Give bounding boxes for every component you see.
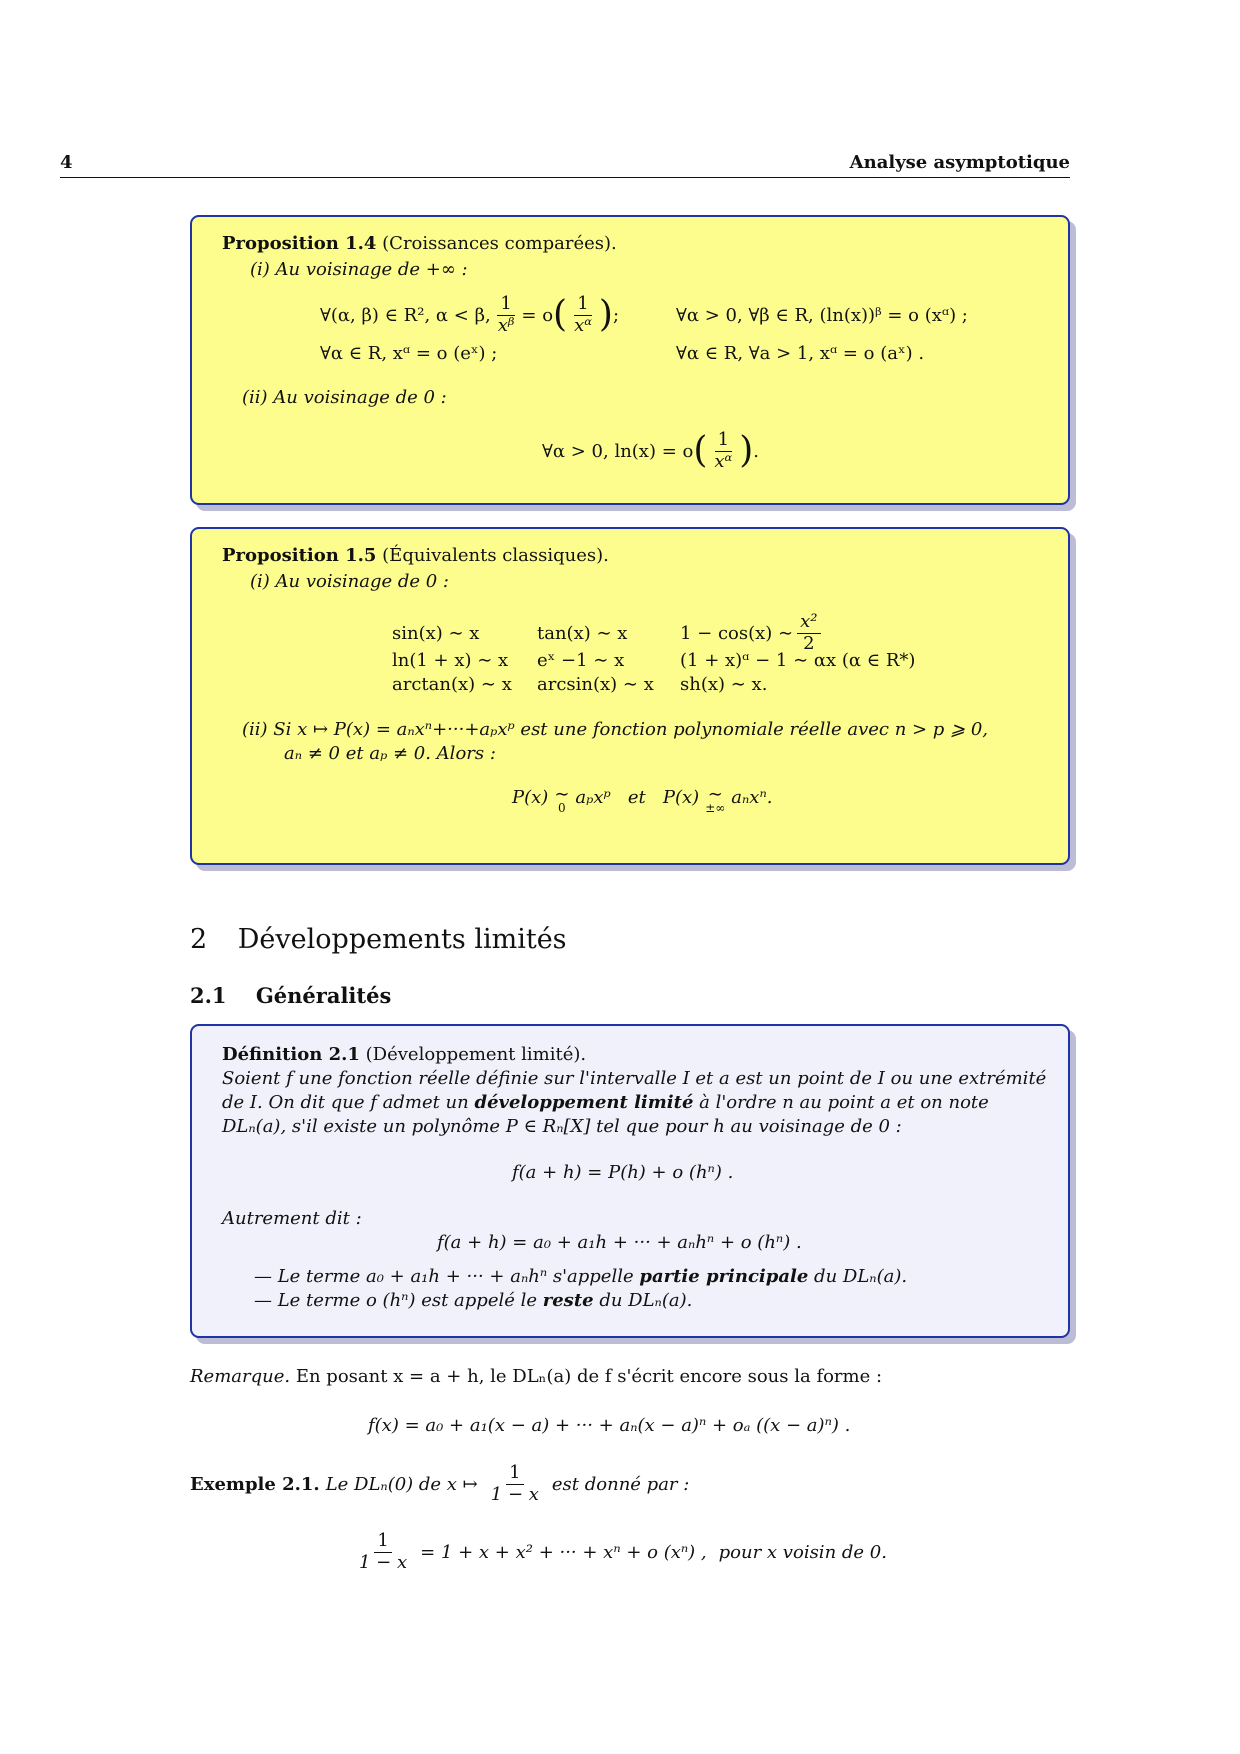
prop14-item2-text: Au voisinage de 0 :: [273, 387, 447, 408]
page-number: 4: [60, 152, 73, 173]
prop15-item1-text: Au voisinage de 0 :: [275, 571, 449, 592]
def21-line3: DLₙ(a), s'il existe un polynôme P ∈ Rₙ[X] tel que pour h au voisinage de 0 :: [222, 1116, 902, 1137]
header-rule: [60, 177, 1070, 178]
prop14-eq-e-frac: [711, 430, 735, 472]
exemple-2-1: [190, 1458, 689, 1510]
section-2-heading: [190, 924, 567, 955]
prop14-eq-a-den2: xᵅ: [574, 314, 592, 336]
prop15-sim-0-sub: 0: [558, 801, 566, 816]
prop15-r1c2: tan(x) ∼ x: [537, 623, 628, 644]
section-2-1-title: Généralités: [255, 983, 392, 1008]
prop15-sim-0: [554, 784, 570, 816]
prop14-eq-a-num: 1: [497, 294, 514, 316]
exemple-frac-num: 1: [506, 1463, 523, 1485]
prop15-r1c3-num: x²: [797, 612, 820, 634]
exemple-eq-frac: [356, 1531, 410, 1573]
prop14-item1-num: (i): [250, 259, 270, 280]
def21-bullet1: [254, 1266, 907, 1287]
exemple-eq-den: 1 − x: [359, 1551, 408, 1573]
exemple-eq: [352, 1524, 887, 1580]
prop15-r1c3-den: 2: [803, 632, 815, 654]
prop15-sim-inf-sub: ±∞: [705, 801, 726, 816]
proposition-1-4-box: [190, 215, 1070, 505]
def21-line1: Soient f une fonction réelle définie sur l'intervalle I et a est un point de I ou une extrémité: [222, 1068, 1047, 1089]
prop15-sim-0-symbol: ∼: [554, 784, 570, 805]
exemple-eq-rest: = 1 + x + x² + ··· + xⁿ + o (xⁿ) ,: [420, 1541, 707, 1563]
prop15-r3c3: sh(x) ∼ x.: [680, 674, 768, 695]
prop14-eq-e-den: xᵅ: [714, 450, 733, 472]
prop14-item2: [242, 387, 447, 408]
prop14-eq-e-num: 1: [715, 430, 732, 452]
prop15-item1-num: (i): [250, 571, 270, 592]
exemple-eq-tail: pour x voisin de 0.: [718, 1541, 887, 1563]
exemple-text-a: Le DLₙ(0) de x ↦: [325, 1473, 478, 1495]
remarque-label: Remarque.: [190, 1366, 291, 1387]
remarque-eq: f(x) = a₀ + a₁(x − a) + ··· + aₙ(x − a)ⁿ + oₐ ((x − a)ⁿ) .: [368, 1415, 851, 1436]
prop15-eq: [512, 784, 773, 816]
proposition-1-5-box: [190, 527, 1070, 865]
exemple-text-b: est donné par :: [551, 1473, 690, 1495]
prop14-eq-a-left: ∀(α, β) ∈ R², α < β,: [320, 304, 491, 326]
exemple-frac: [488, 1463, 542, 1505]
prop15-label: Proposition 1.5: [222, 545, 377, 566]
def21-bullet1-a: — Le terme a₀ + a₁h + ··· + aₙhⁿ s'appelle: [254, 1266, 634, 1287]
prop15-eq-left: P(x): [512, 787, 549, 808]
section-2-number: 2: [190, 924, 208, 955]
prop15-r1c3-frac: [797, 612, 820, 654]
prop15-r1c3-text: 1 − cos(x) ∼: [680, 622, 794, 644]
prop14-eq-a: ∀(α, β) ∈ R², α < β, $\frac{1}{\text{xᵝ}}$ = o ( $\frac{1}{\text{xᵅ}}$ ) ;: [320, 292, 620, 336]
prop15-item1: [250, 571, 449, 592]
def21-line2-a: de I. On dit que f admet un: [222, 1092, 469, 1113]
exemple-frac-den: 1 − x: [490, 1483, 539, 1505]
prop15-r2c2: eˣ −1 ∼ x: [537, 650, 625, 671]
prop14-eq-c: ∀α ∈ R, xᵅ = o (eˣ) ;: [320, 343, 498, 364]
prop14-heading: [222, 233, 617, 254]
def21-name: (Développement limité).: [365, 1044, 587, 1065]
prop14-eq-d: ∀α ∈ R, ∀a > 1, xᵅ = o (aˣ) .: [676, 343, 925, 364]
running-title: Analyse asymptotique: [849, 152, 1070, 173]
prop14-label: Proposition 1.4: [222, 233, 377, 254]
def21-eq2: f(a + h) = a₀ + a₁h + ··· + aₙhⁿ + o (hⁿ) .: [437, 1232, 802, 1253]
remarque: [190, 1366, 882, 1387]
prop14-eq-b: ∀α > 0, ∀β ∈ R, (ln(x))ᵝ = o (xᵅ) ;: [676, 305, 968, 326]
prop15-sim-inf-symbol: ∼: [707, 784, 723, 805]
prop15-sim-inf: [705, 784, 726, 816]
prop15-heading: [222, 545, 609, 566]
prop14-eq-a-frac2: [571, 294, 595, 336]
prop14-item1: [250, 259, 468, 280]
prop15-item2: [242, 719, 988, 740]
prop14-item2-num: (ii): [242, 387, 268, 408]
remarque-text: En posant x = a + h, le DLₙ(a) de f s'écrit encore sous la forme :: [295, 1366, 883, 1387]
section-2-title: Développements limités: [237, 924, 567, 955]
prop15-item2-num: (ii): [242, 719, 268, 740]
def21-label: Définition 2.1: [222, 1044, 360, 1065]
prop15-name: (Équivalents classiques).: [382, 545, 609, 566]
section-2-1-heading: [190, 983, 391, 1008]
prop14-item1-text: Au voisinage de +∞ :: [275, 259, 468, 280]
prop15-r3c2: arcsin(x) ∼ x: [537, 674, 654, 695]
prop14-eq-e-left: ∀α > 0, ln(x) = o: [542, 440, 694, 462]
prop15-r2c3: (1 + x)ᵅ − 1 ∼ αx (α ∈ R*): [680, 650, 916, 671]
def21-eq1: f(a + h) = P(h) + o (hⁿ) .: [512, 1162, 734, 1183]
def21-term-partie-principale: partie principale: [639, 1266, 809, 1287]
def21-bullet2-a: — Le terme o (hⁿ) est appelé le: [254, 1290, 538, 1311]
prop15-item2-line2: aₙ ≠ 0 et aₚ ≠ 0. Alors :: [284, 743, 496, 764]
def21-bullet2: [254, 1290, 692, 1311]
prop14-eq-a-mid: = o: [521, 304, 554, 326]
def21-term-reste: reste: [542, 1290, 594, 1311]
prop15-r3c1: arctan(x) ∼ x: [392, 674, 512, 695]
prop15-eq-end: aₙxⁿ.: [731, 787, 773, 808]
prop14-eq-e-end: .: [753, 440, 759, 462]
section-2-1-number: 2.1: [190, 983, 227, 1008]
prop14-name: (Croissances comparées).: [382, 233, 617, 254]
exemple-label: Exemple 2.1.: [190, 1473, 320, 1495]
def21-bullet2-c: du DLₙ(a).: [599, 1290, 693, 1311]
def21-term-dl: développement limité: [474, 1092, 694, 1113]
prop15-r2c1: ln(1 + x) ∼ x: [392, 650, 509, 671]
prop15-eq-mid: aₚxᵖ et P(x): [575, 787, 700, 808]
prop14-eq-a-den: xᵝ: [497, 314, 515, 336]
definition-2-1-box: [190, 1024, 1070, 1338]
def21-bullet1-c: du DLₙ(a).: [814, 1266, 908, 1287]
prop15-item2-line1: Si x ↦ P(x) = aₙxⁿ+···+aₚxᵖ est une fonction polynomiale réelle avec n > p ⩾ 0,: [273, 719, 989, 740]
prop14-eq-a-sep: ;: [612, 304, 620, 326]
prop14-eq-a-frac: [495, 294, 518, 336]
prop14-eq-e: ∀α > 0, ln(x) = o ( $\frac{1}{\text{xᵅ}}$ ) .: [542, 428, 759, 472]
prop15-r1c1: sin(x) ∼ x: [392, 623, 480, 644]
def21-line2-c: à l'ordre n au point a et on note: [699, 1092, 989, 1113]
exemple-eq-num: 1: [374, 1531, 391, 1553]
def21-autrement: Autrement dit :: [222, 1208, 362, 1229]
def21-line2: [222, 1092, 989, 1113]
prop14-eq-a-num2: 1: [574, 294, 591, 316]
def21-heading: [222, 1044, 586, 1065]
